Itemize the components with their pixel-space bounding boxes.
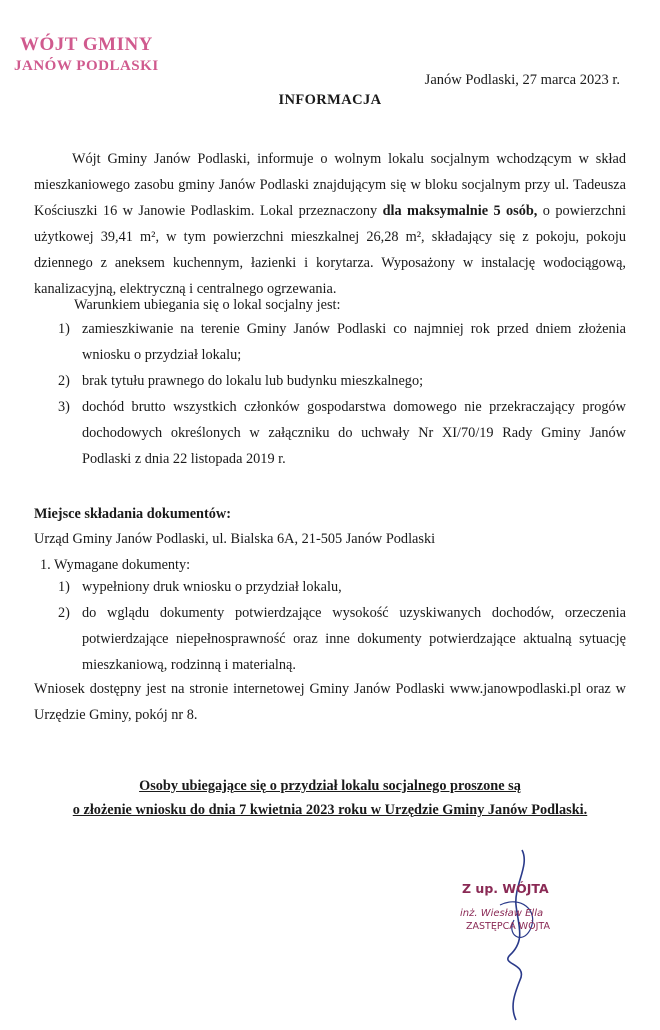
list-item: 2) do wglądu dokumenty potwierdzające wysokość uzyskiwanych dochodów, orzeczenia potwierdzające niepełnosprawność oraz inne dokumenty potwierdzające aktualną sytuację mieszkaniową, rodzinną i materialną. — [58, 605, 626, 673]
signature-stamp-line1: Z up. WÓJTA — [462, 881, 549, 896]
signature-name: inż. Wiesław Ella — [460, 908, 544, 919]
list-item: 3) dochód brutto wszystkich członków gospodarstwa domowego nie przekraczający progów dochodowych określonych w załączniku do uchwały Nr XI/70/19 Rady Gminy Janów Podlaski z dnia 22 listopada 2019 r. — [58, 399, 626, 467]
stamp-title: WÓJT GMINY — [20, 34, 153, 55]
list-item: 2) brak tytułu prawnego do lokalu lub budynku mieszkalnego; — [58, 373, 424, 389]
documents-heading: Miejsce składania dokumentów: — [34, 506, 231, 522]
availability-paragraph: Wniosek dostępny jest na stronie internetowej Gminy Janów Podlaski www.janowpodlaski.pl oraz w Urzędzie Gminy, pokój nr 8. — [34, 681, 626, 723]
conditions-list — [58, 316, 626, 472]
intro-text-2: o powierzchni użytkowej 39,41 m², w tym powierzchni mieszkalnej 26,28 m², składający się z pokoju, pokoju dziennego z aneksem kuchennym, łazienki i korytarza. Wyposażony w instalację wodociągową, kanalizacyjną, elektryczną i centralnego ogrzewania. — [34, 203, 626, 297]
document-date: Janów Podlaski, 27 marca 2023 r. — [424, 72, 620, 88]
intro-text-1: Wójt Gminy Janów Podlaski, informuje o wolnym lokalu socjalnym wchodzącym w skład mieszkaniowego zasobu gminy Janów Podlaski znajdującym się w bloku socjalnym przy ul. Tadeusza Kościuszki 16 w Janowie Podlaskim. Lokal przeznaczony — [34, 151, 626, 219]
intro-paragraph — [34, 146, 626, 302]
document-title: INFORMACJA — [278, 92, 382, 108]
intro-bold: dla maksymalnie 5 osób, — [382, 203, 538, 219]
required-docs-heading: 1. Wymagane dokumenty: — [40, 557, 191, 573]
header-stamp — [14, 34, 159, 76]
required-docs-list — [58, 574, 626, 678]
signature-role: ZASTĘPCA WÓJTA — [466, 921, 550, 932]
conditions-heading: Warunkiem ubiegania się o lokal socjalny jest: — [74, 297, 341, 313]
list-item: 1) zamieszkiwanie na terenie Gminy Janów Podlaski co najmniej rok przed dniem złożenia wniosku o przydział lokalu; — [58, 321, 626, 363]
signature-scribble — [470, 845, 560, 1025]
notice-line-2: o złożenie wniosku do dnia 7 kwietnia 2023 roku w Urzędzie Gminy Janów Podlaski. — [72, 802, 588, 818]
notice-line-1: Osoby ubiegające się o przydział lokalu socjalnego proszone są — [139, 778, 521, 794]
list-item: 1) wypełniony druk wniosku o przydział lokalu, — [58, 579, 342, 595]
documents-address: Urząd Gminy Janów Podlaski, ul. Bialska 6A, 21-505 Janów Podlaski — [34, 531, 436, 547]
stamp-subtitle: JANÓW PODLASKI — [14, 58, 159, 74]
